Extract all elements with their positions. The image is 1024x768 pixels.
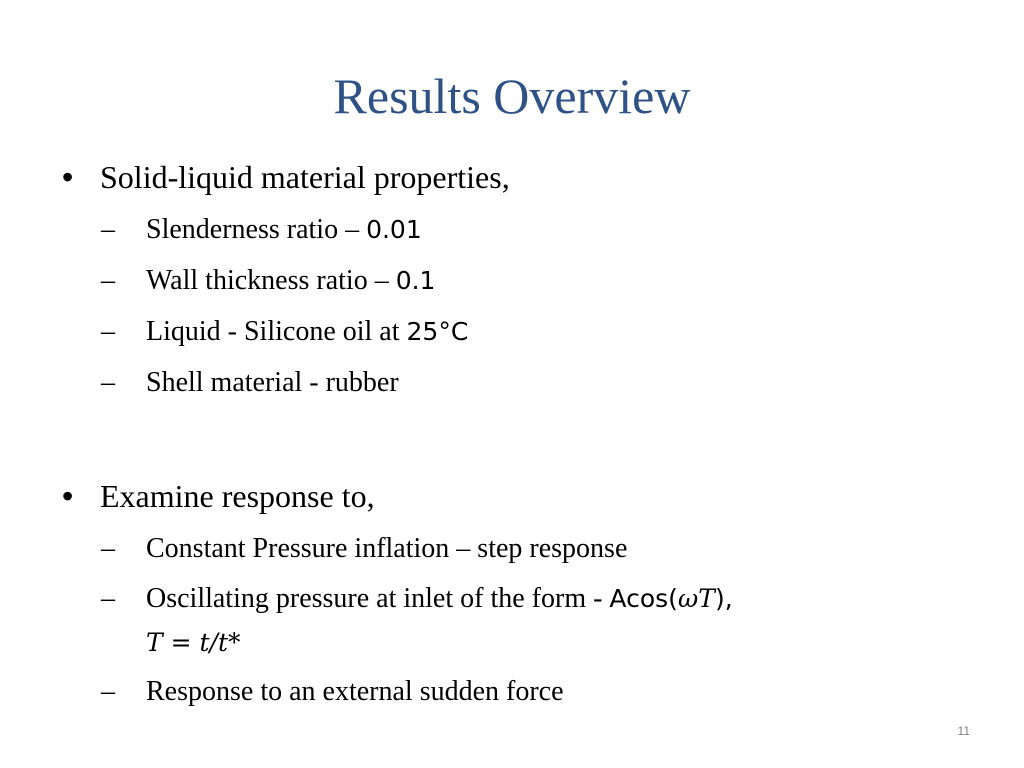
sub-bullet-text: [146, 315, 468, 349]
sub-bullet-text: [146, 213, 422, 247]
dash-glyph: –: [101, 676, 115, 707]
sub-bullet-continuation: [146, 626, 241, 660]
dash-glyph: –: [101, 316, 115, 347]
formula-part: Acos(: [609, 584, 678, 613]
bullet-text: Examine response to,: [100, 478, 375, 514]
formula-definition: T = t/t*: [146, 628, 241, 657]
bullet-glyph: •: [62, 478, 74, 514]
item-label: Liquid - Silicone oil at: [146, 316, 407, 347]
bullet-glyph: •: [62, 159, 74, 195]
item-label: Oscillating pressure at inlet of the form -: [146, 583, 610, 614]
dash-glyph: –: [101, 583, 115, 614]
item-value: 25°C: [406, 317, 469, 346]
sub-bullet-text: [146, 582, 733, 616]
dash-glyph: –: [101, 265, 115, 296]
page-number: 11: [957, 724, 970, 738]
slide-title: Results Overview: [333, 68, 691, 124]
sub-bullet-text: Constant Pressure inflation – step response: [146, 533, 628, 564]
item-value: 0.01: [366, 215, 422, 244]
item-value: 0.1: [395, 266, 436, 295]
dash-glyph: –: [101, 367, 115, 398]
sub-bullet-text: [146, 264, 435, 298]
formula-part: ),: [714, 584, 733, 613]
sub-bullet-text: Response to an external sudden force: [146, 676, 564, 707]
item-label: Wall thickness ratio –: [146, 265, 396, 296]
sub-bullet-text: Shell material - rubber: [146, 367, 399, 398]
bullet-text: Solid-liquid material properties,: [100, 159, 510, 195]
formula-variable: ωT: [677, 584, 715, 613]
dash-glyph: –: [101, 214, 115, 245]
item-label: Slenderness ratio –: [146, 214, 367, 245]
dash-glyph: –: [101, 533, 115, 564]
